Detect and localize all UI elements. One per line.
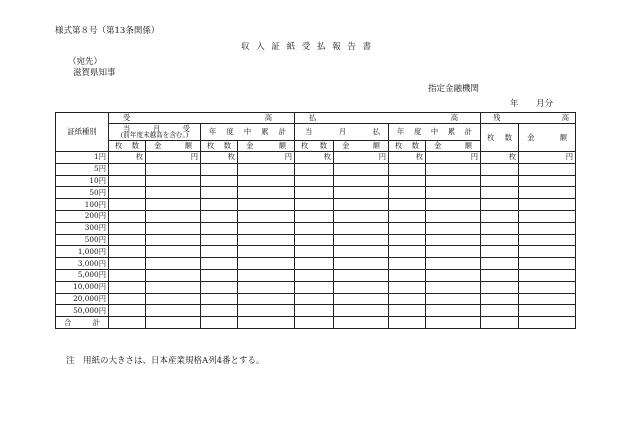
table-row: [56, 152, 576, 164]
month-paid-header: 当 月 払: [295, 124, 389, 141]
table-row: [56, 210, 576, 222]
amount-cell[interactable]: [146, 293, 201, 305]
count-cell[interactable]: [109, 222, 146, 234]
amount-cell[interactable]: [519, 305, 576, 317]
count-cell[interactable]: [201, 269, 238, 281]
count-cell[interactable]: [481, 258, 519, 270]
amount-cell[interactable]: [519, 163, 576, 175]
denomination-label: 5,000円: [56, 269, 109, 281]
form-number: 様式第８号（第13条関係）: [55, 26, 160, 36]
amount-cell[interactable]: [334, 305, 389, 317]
amount-cell[interactable]: [519, 269, 576, 281]
denomination-label: 20,000円: [56, 293, 109, 305]
count-cell[interactable]: [201, 305, 238, 317]
footnote: 注 用紙の大きさは、日本産業規格A列4番とする。: [66, 356, 265, 366]
year-cumulative-paid-header: 年 度 中 累 計: [389, 124, 481, 141]
count-cell[interactable]: [201, 199, 238, 211]
amount-header: 金 額: [426, 141, 481, 152]
count-cell[interactable]: [389, 305, 426, 317]
institution-label: 指定金融機関: [428, 84, 480, 94]
amount-cell[interactable]: [238, 222, 295, 234]
denomination-label: 10,000円: [56, 281, 109, 293]
count-cell[interactable]: [295, 269, 334, 281]
amount-cell[interactable]: [238, 163, 295, 175]
denomination-label: 5円: [56, 163, 109, 175]
count-cell[interactable]: [295, 222, 334, 234]
amount-cell[interactable]: [238, 258, 295, 270]
total-label: 合 計: [56, 317, 109, 329]
amount-cell[interactable]: [146, 210, 201, 222]
amount-header: 金 額: [238, 141, 295, 152]
amount-cell[interactable]: [146, 199, 201, 211]
denomination-label: 1円: [56, 152, 109, 164]
count-cell[interactable]: [295, 199, 334, 211]
denomination-label: 50円: [56, 187, 109, 199]
table-row: [56, 281, 576, 293]
amount-cell[interactable]: [426, 269, 481, 281]
amount-cell[interactable]: [238, 187, 295, 199]
month-received-header: 当 月 受 (前年度末越高を含む。): [109, 124, 201, 141]
amount-cell[interactable]: [426, 210, 481, 222]
amount-cell[interactable]: [334, 317, 389, 329]
denomination-label: 1,000円: [56, 246, 109, 258]
count-cell[interactable]: [201, 234, 238, 246]
table-row: [56, 187, 576, 199]
amount-cell[interactable]: [519, 258, 576, 270]
denomination-label: 300円: [56, 222, 109, 234]
type-header: 証紙種別: [56, 113, 109, 152]
year-label: 年: [510, 99, 519, 109]
amount-cell[interactable]: [426, 199, 481, 211]
amount-cell[interactable]: [519, 246, 576, 258]
table-row: [56, 269, 576, 281]
count-cell[interactable]: [481, 293, 519, 305]
unit-yen: 円: [146, 152, 201, 164]
count-cell[interactable]: [109, 187, 146, 199]
amount-cell[interactable]: [519, 222, 576, 234]
count-cell[interactable]: [109, 210, 146, 222]
count-cell[interactable]: [389, 269, 426, 281]
denomination-label: 500円: [56, 234, 109, 246]
count-cell[interactable]: [389, 246, 426, 258]
count-cell[interactable]: [481, 199, 519, 211]
count-cell[interactable]: [201, 187, 238, 199]
amount-cell[interactable]: [238, 210, 295, 222]
count-header: 枚 数: [201, 141, 238, 152]
balance-amount-header: 金 額: [519, 124, 576, 152]
amount-cell[interactable]: [238, 305, 295, 317]
count-cell[interactable]: [389, 234, 426, 246]
table-row: [56, 305, 576, 317]
addressee: 滋賀県知事: [73, 68, 116, 78]
unit-yen: 円: [519, 152, 576, 164]
table-row: [56, 175, 576, 187]
count-cell[interactable]: [295, 281, 334, 293]
received-header: 受 高: [109, 113, 295, 124]
denomination-label: 3,000円: [56, 258, 109, 270]
amount-cell[interactable]: [519, 281, 576, 293]
table-row: [56, 222, 576, 234]
table-row: [56, 246, 576, 258]
count-cell[interactable]: [109, 317, 146, 329]
table-row: [56, 258, 576, 270]
balance-count-header: 枚 数: [481, 124, 519, 152]
amount-cell[interactable]: [519, 199, 576, 211]
count-cell[interactable]: [295, 210, 334, 222]
count-cell[interactable]: [389, 258, 426, 270]
count-cell[interactable]: [389, 281, 426, 293]
addressee-label: （宛先）: [68, 57, 103, 67]
count-header: 枚 数: [109, 141, 146, 152]
amount-cell[interactable]: [519, 187, 576, 199]
count-cell[interactable]: [109, 281, 146, 293]
amount-cell[interactable]: [426, 222, 481, 234]
table-row: [56, 163, 576, 175]
count-header: 枚 数: [389, 141, 426, 152]
amount-cell[interactable]: [238, 281, 295, 293]
amount-cell[interactable]: [426, 258, 481, 270]
count-cell[interactable]: [109, 199, 146, 211]
denomination-label: 50,000円: [56, 305, 109, 317]
amount-cell[interactable]: [334, 163, 389, 175]
month-label: 月分: [536, 99, 554, 109]
amount-header: 金 額: [334, 141, 389, 152]
amount-cell[interactable]: [426, 293, 481, 305]
count-cell[interactable]: [201, 210, 238, 222]
count-cell[interactable]: [295, 258, 334, 270]
count-cell[interactable]: [295, 175, 334, 187]
amount-cell[interactable]: [519, 234, 576, 246]
count-cell[interactable]: [109, 234, 146, 246]
count-cell[interactable]: [109, 305, 146, 317]
count-cell[interactable]: [201, 281, 238, 293]
count-cell[interactable]: [481, 317, 519, 329]
amount-cell[interactable]: [334, 210, 389, 222]
amount-cell[interactable]: [426, 234, 481, 246]
amount-cell[interactable]: [334, 175, 389, 187]
amount-cell[interactable]: [146, 222, 201, 234]
count-cell[interactable]: [481, 305, 519, 317]
amount-cell[interactable]: [426, 246, 481, 258]
amount-cell[interactable]: [334, 281, 389, 293]
amount-cell[interactable]: [519, 175, 576, 187]
amount-cell[interactable]: [519, 317, 576, 329]
count-cell[interactable]: [389, 210, 426, 222]
count-cell[interactable]: [481, 234, 519, 246]
amount-cell[interactable]: [238, 199, 295, 211]
table-row: [56, 234, 576, 246]
count-cell[interactable]: [109, 163, 146, 175]
count-cell[interactable]: [201, 163, 238, 175]
amount-cell[interactable]: [146, 269, 201, 281]
amount-cell[interactable]: [334, 187, 389, 199]
amount-cell[interactable]: [334, 258, 389, 270]
count-cell[interactable]: [109, 175, 146, 187]
count-cell[interactable]: [389, 199, 426, 211]
amount-cell[interactable]: [146, 258, 201, 270]
amount-cell[interactable]: [519, 210, 576, 222]
count-cell[interactable]: [295, 293, 334, 305]
denomination-label: 200円: [56, 210, 109, 222]
amount-cell[interactable]: [238, 175, 295, 187]
amount-cell[interactable]: [426, 163, 481, 175]
amount-cell[interactable]: [238, 246, 295, 258]
unit-count: 枚: [295, 152, 334, 164]
count-cell[interactable]: [201, 317, 238, 329]
count-cell[interactable]: [481, 175, 519, 187]
unit-yen: 円: [334, 152, 389, 164]
count-cell[interactable]: [109, 269, 146, 281]
header-row-1: [56, 113, 576, 124]
table-row: [56, 199, 576, 211]
header-row-2: [56, 124, 576, 141]
amount-cell[interactable]: [426, 305, 481, 317]
amount-cell[interactable]: [519, 293, 576, 305]
year-cumulative-received-header: 年 度 中 累 計: [201, 124, 295, 141]
denomination-label: 100円: [56, 199, 109, 211]
amount-cell[interactable]: [238, 317, 295, 329]
balance-header: 残 高: [481, 113, 576, 124]
count-cell[interactable]: [481, 210, 519, 222]
amount-cell[interactable]: [146, 305, 201, 317]
count-cell[interactable]: [109, 293, 146, 305]
count-cell[interactable]: [295, 234, 334, 246]
unit-yen: 円: [426, 152, 481, 164]
unit-yen: 円: [238, 152, 295, 164]
table-row: [56, 293, 576, 305]
amount-cell[interactable]: [146, 246, 201, 258]
amount-cell[interactable]: [334, 199, 389, 211]
count-cell[interactable]: [201, 258, 238, 270]
count-cell[interactable]: [389, 175, 426, 187]
amount-cell[interactable]: [426, 187, 481, 199]
amount-cell[interactable]: [146, 187, 201, 199]
denomination-label: 10円: [56, 175, 109, 187]
amount-cell[interactable]: [238, 269, 295, 281]
count-cell[interactable]: [201, 293, 238, 305]
count-cell[interactable]: [481, 222, 519, 234]
count-cell[interactable]: [481, 246, 519, 258]
amount-cell[interactable]: [334, 269, 389, 281]
count-cell[interactable]: [295, 187, 334, 199]
count-cell[interactable]: [481, 163, 519, 175]
count-cell[interactable]: [295, 246, 334, 258]
count-cell[interactable]: [389, 222, 426, 234]
amount-cell[interactable]: [426, 281, 481, 293]
total-row: [56, 317, 576, 329]
count-cell[interactable]: [201, 175, 238, 187]
amount-cell[interactable]: [426, 317, 481, 329]
amount-cell[interactable]: [146, 281, 201, 293]
count-header: 枚 数: [295, 141, 334, 152]
amount-cell[interactable]: [146, 234, 201, 246]
document-title: 収 入 証 紙 受 払 報 告 書: [241, 42, 374, 52]
count-cell[interactable]: [109, 246, 146, 258]
count-cell[interactable]: [201, 222, 238, 234]
count-cell[interactable]: [481, 269, 519, 281]
amount-header: 金 額: [146, 141, 201, 152]
count-cell[interactable]: [201, 246, 238, 258]
count-cell[interactable]: [295, 317, 334, 329]
table-body: [56, 113, 576, 329]
count-cell[interactable]: [481, 281, 519, 293]
unit-count: 枚: [389, 152, 426, 164]
unit-count: 枚: [201, 152, 238, 164]
amount-cell[interactable]: [238, 293, 295, 305]
count-cell[interactable]: [481, 187, 519, 199]
count-cell[interactable]: [389, 163, 426, 175]
amount-cell[interactable]: [146, 163, 201, 175]
amount-cell[interactable]: [334, 222, 389, 234]
amount-cell[interactable]: [146, 317, 201, 329]
receipt-payment-table: [55, 112, 576, 329]
unit-count: 枚: [481, 152, 519, 164]
count-cell[interactable]: [389, 317, 426, 329]
unit-count: 枚: [109, 152, 146, 164]
count-cell[interactable]: [389, 293, 426, 305]
paid-header: 払 高: [295, 113, 481, 124]
count-cell[interactable]: [295, 305, 334, 317]
amount-cell[interactable]: [334, 246, 389, 258]
amount-cell[interactable]: [334, 293, 389, 305]
amount-cell[interactable]: [146, 175, 201, 187]
amount-cell[interactable]: [238, 234, 295, 246]
amount-cell[interactable]: [426, 175, 481, 187]
count-cell[interactable]: [295, 163, 334, 175]
count-cell[interactable]: [389, 187, 426, 199]
count-cell[interactable]: [109, 258, 146, 270]
amount-cell[interactable]: [334, 234, 389, 246]
